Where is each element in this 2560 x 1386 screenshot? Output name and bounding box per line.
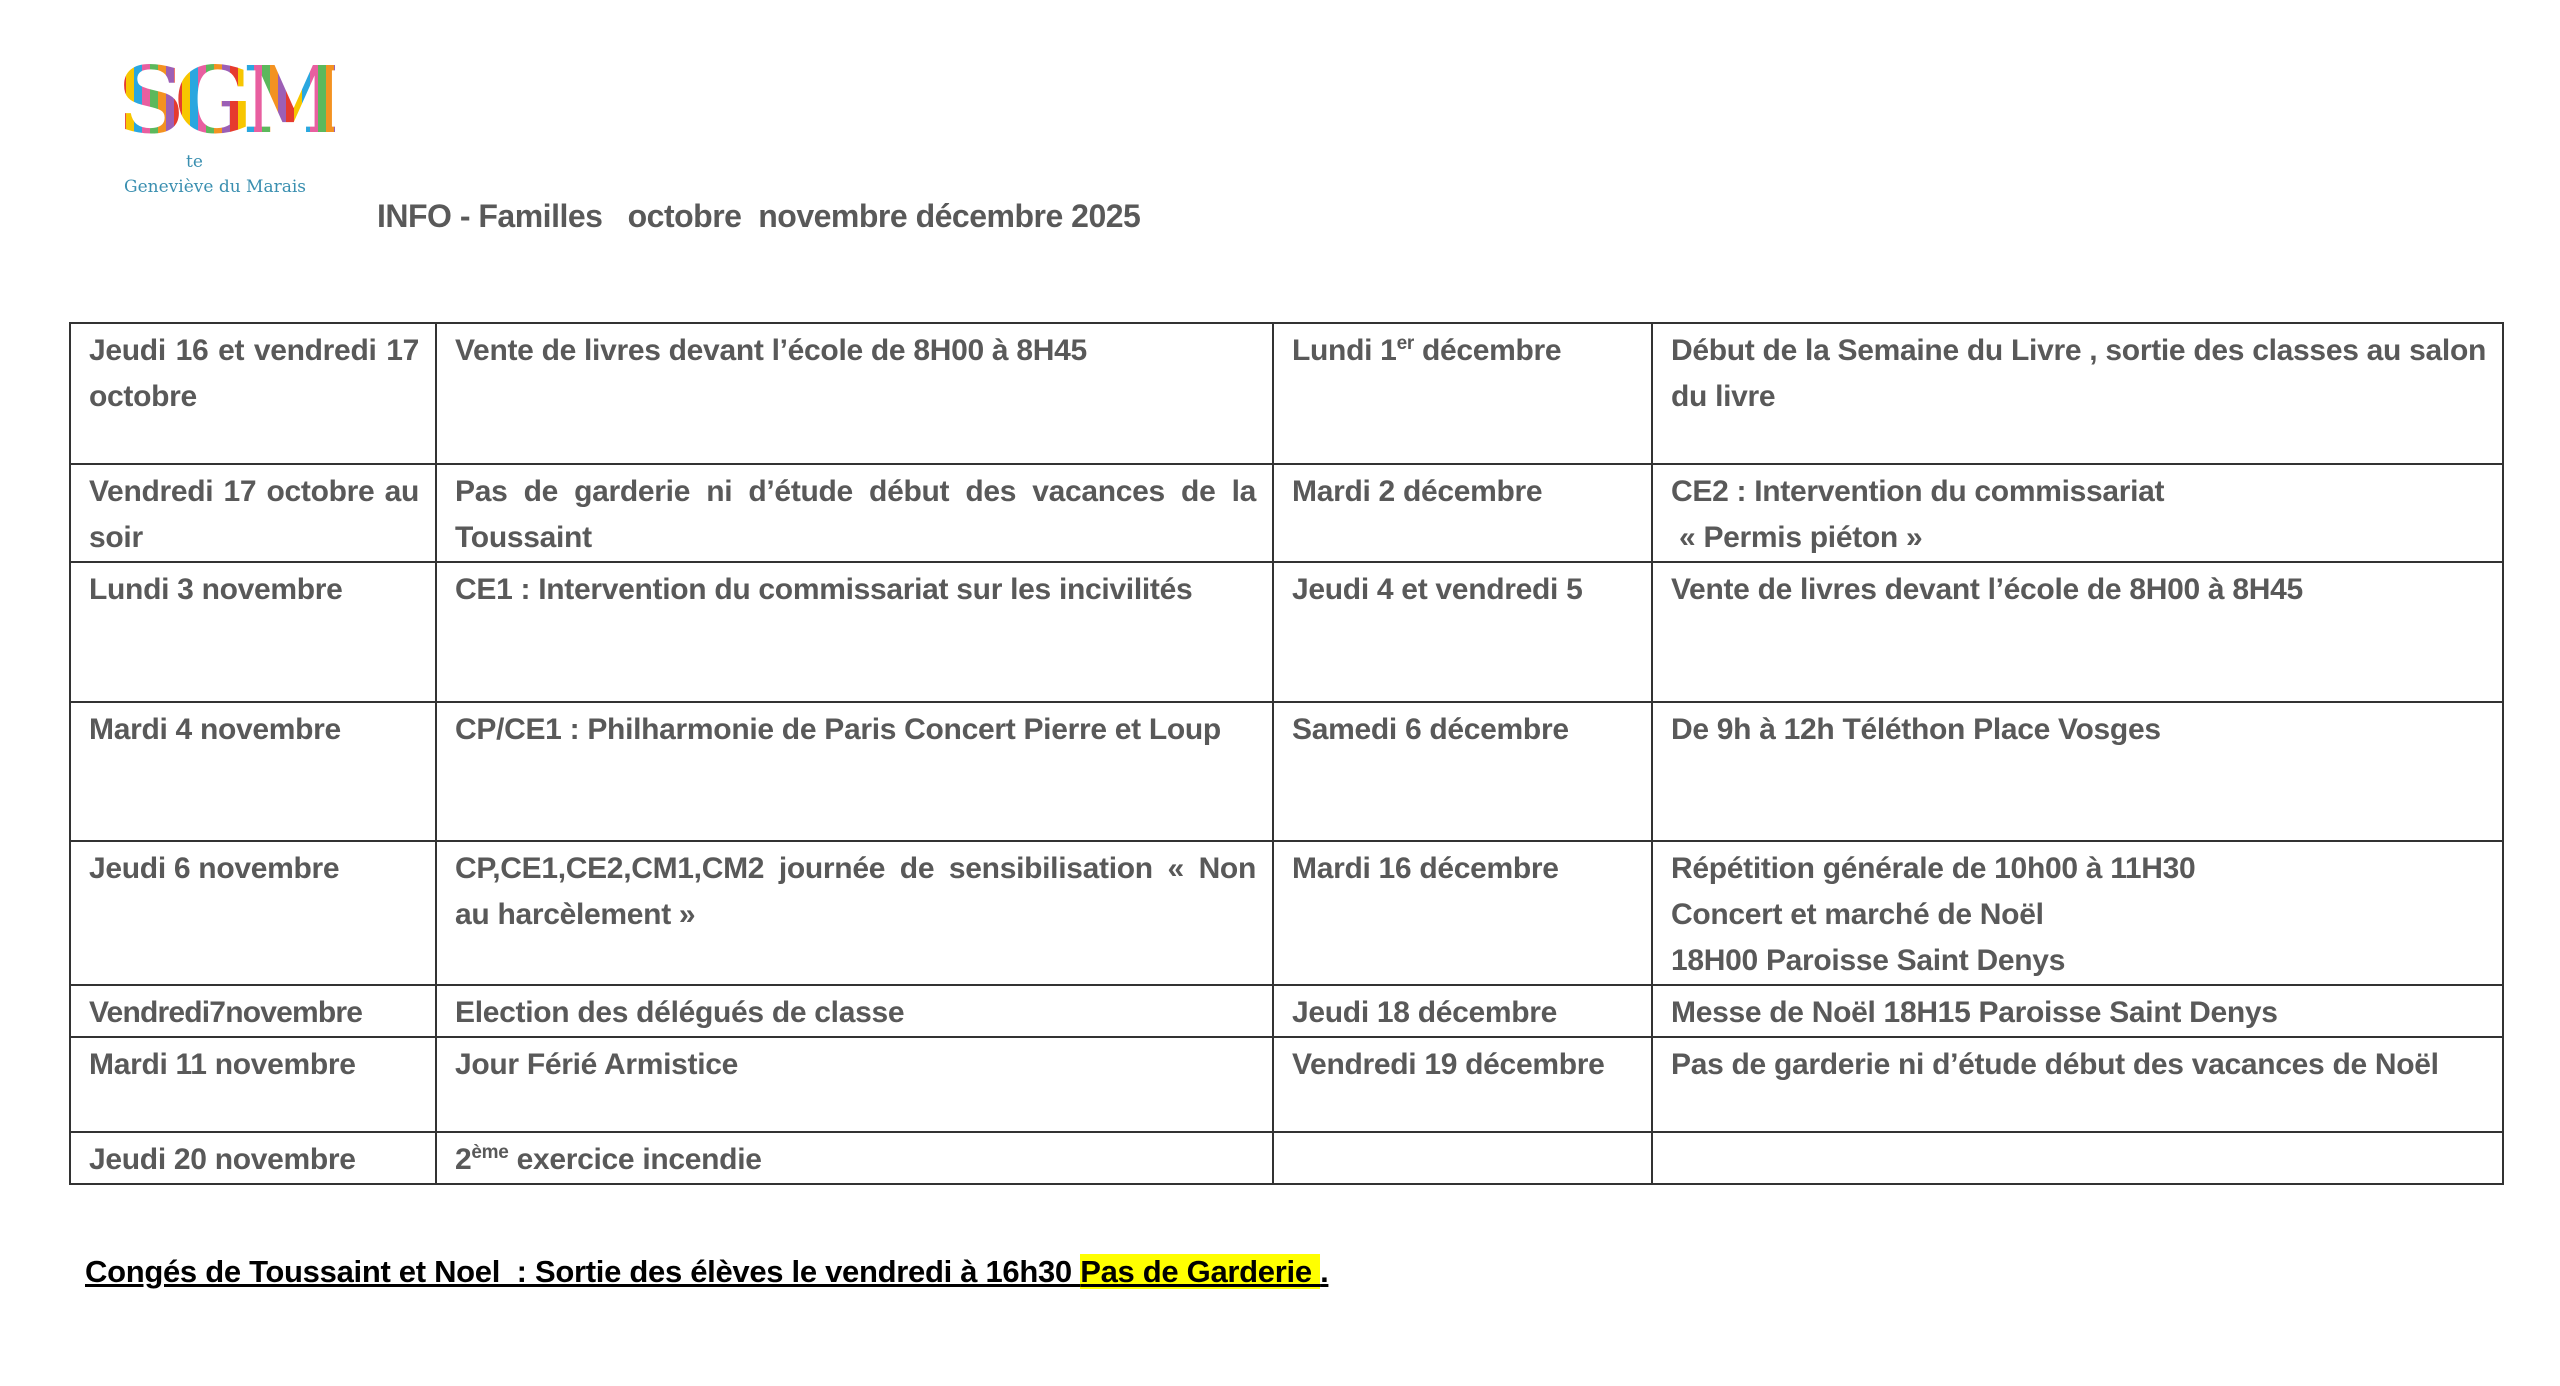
event-cell: CP/CE1 : Philharmonie de Paris Concert Pierre et Loup (436, 702, 1273, 841)
date-cell: Vendredi7novembre (70, 985, 436, 1037)
footer-text: Congés de Toussaint et Noel : Sortie des élèves le vendredi à 16h30 (85, 1254, 1081, 1289)
date-cell: Jeudi 4 et vendredi 5 (1273, 562, 1652, 702)
event-cell: Vente de livres devant l’école de 8H00 à 8H45 (1652, 562, 2503, 702)
date-cell: Samedi 6 décembre (1273, 702, 1652, 841)
event-cell (1652, 1132, 2503, 1184)
event-cell: Jour Férié Armistice (436, 1037, 1273, 1132)
date-cell: Jeudi 18 décembre (1273, 985, 1652, 1037)
date-cell: Jeudi 16 et vendredi 17 octobre (70, 323, 436, 464)
events-table (69, 322, 2504, 1185)
event-line: CE2 : Intervention du commissariat (1671, 475, 2165, 508)
event-text: exercice incendie (508, 1143, 762, 1176)
event-cell: Election des délégués de classe (436, 985, 1273, 1037)
footer-highlight: Pas de Garderie (1080, 1254, 1321, 1289)
footer-end: . (1320, 1254, 1329, 1289)
date-cell: Mardi 16 décembre (1273, 841, 1652, 985)
date-text: décembre (1413, 334, 1562, 367)
table-row (70, 841, 2503, 985)
date-cell: Mardi 4 novembre (70, 702, 436, 841)
footer-note (85, 1252, 1328, 1292)
logo-superscript: te (186, 152, 203, 172)
table-row (70, 323, 2503, 464)
event-line: Concert et marché de Noël (1671, 898, 2044, 931)
logo-school-name: Geneviève du Marais (124, 177, 307, 197)
table-row (70, 1037, 2503, 1132)
date-cell (1273, 1132, 1652, 1184)
date-cell: Mardi 2 décembre (1273, 464, 1652, 562)
date-text: Lundi 1 (1292, 334, 1397, 367)
event-cell: Vente de livres devant l’école de 8H00 à 8H45 (436, 323, 1273, 464)
date-cell: Vendredi 17 octobre au soir (70, 464, 436, 562)
event-cell: CP,CE1,CE2,CM1,CM2 journée de sensibilisation « Non au harcèlement » (436, 841, 1273, 985)
event-cell (1652, 464, 2503, 562)
date-cell (1273, 323, 1652, 464)
table-row (70, 1132, 2503, 1184)
event-cell: Messe de Noël 18H15 Paroisse Saint Denys (1652, 985, 2503, 1037)
event-cell: Pas de garderie ni d’étude début des vacances de Noël (1652, 1037, 2503, 1132)
date-cell: Lundi 3 novembre (70, 562, 436, 702)
table-row (70, 562, 2503, 702)
table-row (70, 702, 2503, 841)
event-cell (436, 1132, 1273, 1184)
page-title: INFO - Familles octobre novembre décembre 2025 (377, 198, 1141, 234)
date-cell: Mardi 11 novembre (70, 1037, 436, 1132)
event-sup: ème (471, 1142, 509, 1163)
event-cell: Pas de garderie ni d’étude début des vacances de la Toussaint (436, 464, 1273, 562)
event-text: 2 (455, 1143, 472, 1176)
table-row (70, 464, 2503, 562)
date-cell: Jeudi 6 novembre (70, 841, 436, 985)
school-logo (118, 52, 348, 202)
date-sup: er (1396, 333, 1414, 354)
event-line: Répétition générale de 10h00 à 11H30 (1671, 852, 2196, 885)
event-line: 18H00 Paroisse Saint Denys (1671, 944, 2066, 977)
event-cell: Début de la Semaine du Livre , sortie des classes au salon du livre (1652, 323, 2503, 464)
event-line: « Permis piéton » (1671, 521, 1923, 554)
date-cell: Jeudi 20 novembre (70, 1132, 436, 1184)
event-cell: De 9h à 12h Téléthon Place Vosges (1652, 702, 2503, 841)
event-cell: CE1 : Intervention du commissariat sur les incivilités (436, 562, 1273, 702)
event-cell (1652, 841, 2503, 985)
date-cell: Vendredi 19 décembre (1273, 1037, 1652, 1132)
table-row (70, 985, 2503, 1037)
logo-letters: SGM (118, 52, 335, 148)
